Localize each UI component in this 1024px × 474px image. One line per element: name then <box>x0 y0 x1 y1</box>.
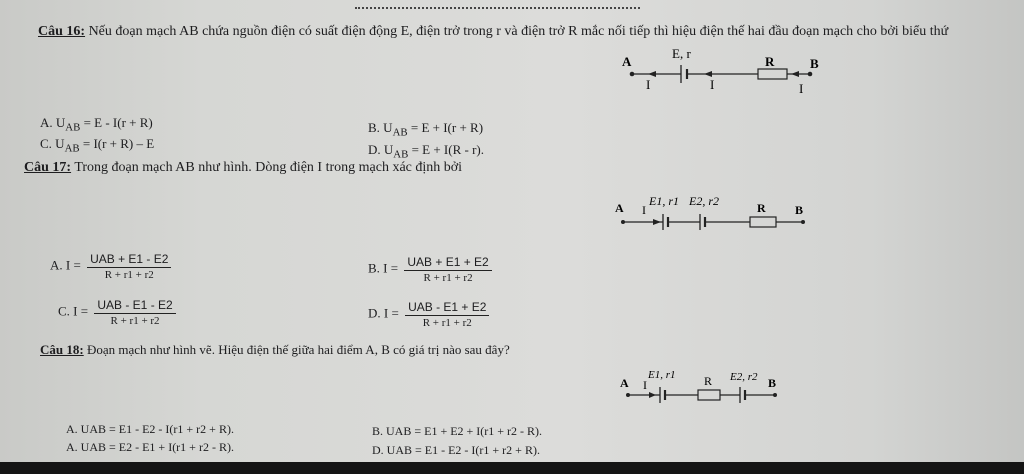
q17-option-d-prefix: D. I = <box>368 305 399 321</box>
question-17-text: Trong đoạn mạch AB như hình. Dòng điện I trong mạch xác định bởi <box>74 160 463 175</box>
top-dotted-line <box>355 7 640 9</box>
question-16-label: Câu 16: <box>38 24 86 39</box>
q16-option-c-prefix: C. U <box>40 136 65 151</box>
q16-label-Er: E, r <box>672 46 691 61</box>
q17-label-R: R <box>757 201 766 215</box>
q17-option-a-fraction <box>87 252 171 281</box>
q18-label-A: A <box>620 376 629 390</box>
q16-label-I2: I <box>710 77 715 92</box>
q17-option-d <box>368 300 489 329</box>
q16-arrow-3 <box>791 71 799 77</box>
q16-label-I3: I <box>799 81 804 96</box>
question-16-text: Nếu đoạn mạch AB chứa nguồn điện có suất điện động E, điện trở trong r và điện trở R mắc nối tiếp thì hiệu điện thế hai đầu đoạn mạch cho bởi biểu thứ <box>88 24 949 39</box>
q17-option-d-denominator: R + r1 + r2 <box>422 317 472 329</box>
q18-option-b: B. UAB = E1 + E2 + I(r1 + r2 - R). <box>372 424 543 438</box>
question-16 <box>38 24 948 40</box>
q16-option-a-prefix: A. U <box>40 115 66 130</box>
q17-option-d-fraction <box>405 300 489 329</box>
q17-option-a <box>50 252 171 281</box>
q17-option-c-fraction <box>94 298 175 327</box>
q18-label-I: I <box>643 378 647 392</box>
q18-label-E1: E1, r1 <box>648 369 676 381</box>
q17-option-b-prefix: B. I = <box>368 260 399 276</box>
q18-arrow <box>649 392 656 398</box>
q18-node-B <box>773 393 777 397</box>
q17-option-c <box>58 298 176 327</box>
question-17-label: Câu 17: <box>24 160 72 175</box>
q16-option-d-prefix: D. U <box>368 142 394 157</box>
q16-option-b-sub: AB <box>392 126 408 139</box>
q17-option-c-prefix: C. I = <box>58 303 89 319</box>
q16-resistor <box>758 69 787 79</box>
q18-label-B: B <box>768 376 777 390</box>
q17-option-b-fraction <box>404 255 491 284</box>
q16-label-A: A <box>622 54 632 69</box>
q17-option-a-numerator: UAB + E1 - E2 <box>87 252 171 268</box>
question-18-text: Đoạn mạch như hình vẽ. Hiệu điện thế giữa hai điểm A, B có giá trị nào sau đây? <box>86 342 510 357</box>
q17-option-a-denominator: R + r1 + r2 <box>104 269 154 281</box>
bottom-dark-band <box>0 462 1024 474</box>
q16-option-a-rest: = E - I(r + R) <box>80 115 153 130</box>
q17-node-B <box>801 220 805 224</box>
q16-option-b-prefix: B. U <box>368 120 393 135</box>
q16-option-b-rest: = E + I(r + R) <box>407 120 484 135</box>
q16-option-a-sub: AB <box>65 121 81 134</box>
q18-circuit-diagram <box>610 365 800 407</box>
q17-label-B: B <box>795 203 804 217</box>
q16-option-a <box>40 115 153 134</box>
q18-resistor <box>698 390 720 400</box>
question-18 <box>40 342 510 358</box>
question-18-label: Câu 18: <box>40 342 84 357</box>
q18-option-d: D. UAB = E1 - E2 - I(r1 + r2 + R). <box>372 443 540 457</box>
q17-option-b-numerator: UAB + E1 + E2 <box>404 255 491 271</box>
q16-circuit-diagram <box>615 42 830 97</box>
q18-label-E2: E2, r2 <box>730 371 758 383</box>
q17-label-A: A <box>615 201 624 215</box>
q17-circuit-diagram <box>605 192 820 236</box>
q16-label-B: B <box>810 56 819 71</box>
q17-label-E1: E1, r1 <box>649 194 679 208</box>
q18-option-a: A. UAB = E1 - E2 - I(r1 + r2 + R). <box>66 422 234 436</box>
q17-label-E2: E2, r2 <box>689 194 719 208</box>
q17-option-c-numerator: UAB - E1 - E2 <box>94 298 175 314</box>
q16-label-I1: I <box>646 77 651 92</box>
q17-option-b-denominator: R + r1 + r2 <box>423 272 473 284</box>
q16-label-R: R <box>765 54 775 69</box>
q17-option-d-numerator: UAB - E1 + E2 <box>405 300 489 316</box>
q16-option-d-sub: AB <box>393 148 409 161</box>
q16-option-c-rest: = I(r + R) – E <box>79 136 155 151</box>
q16-option-c-sub: AB <box>64 142 80 155</box>
q17-option-a-prefix: A. I = <box>50 257 81 273</box>
q16-option-b <box>368 120 483 139</box>
q16-option-d <box>368 142 484 161</box>
q17-option-c-denominator: R + r1 + r2 <box>110 315 160 327</box>
question-17 <box>24 160 462 176</box>
q18-label-R: R <box>704 374 713 388</box>
q17-label-I: I <box>642 203 646 217</box>
q16-option-d-rest: = E + I(R - r). <box>408 142 484 157</box>
q16-option-c <box>40 136 154 155</box>
q17-option-b <box>368 255 492 284</box>
q17-arrow <box>653 219 661 225</box>
q18-option-c: A. UAB = E2 - E1 + I(r1 + r2 - R). <box>66 440 234 454</box>
q17-resistor <box>750 217 776 227</box>
q16-node-B <box>808 72 813 77</box>
